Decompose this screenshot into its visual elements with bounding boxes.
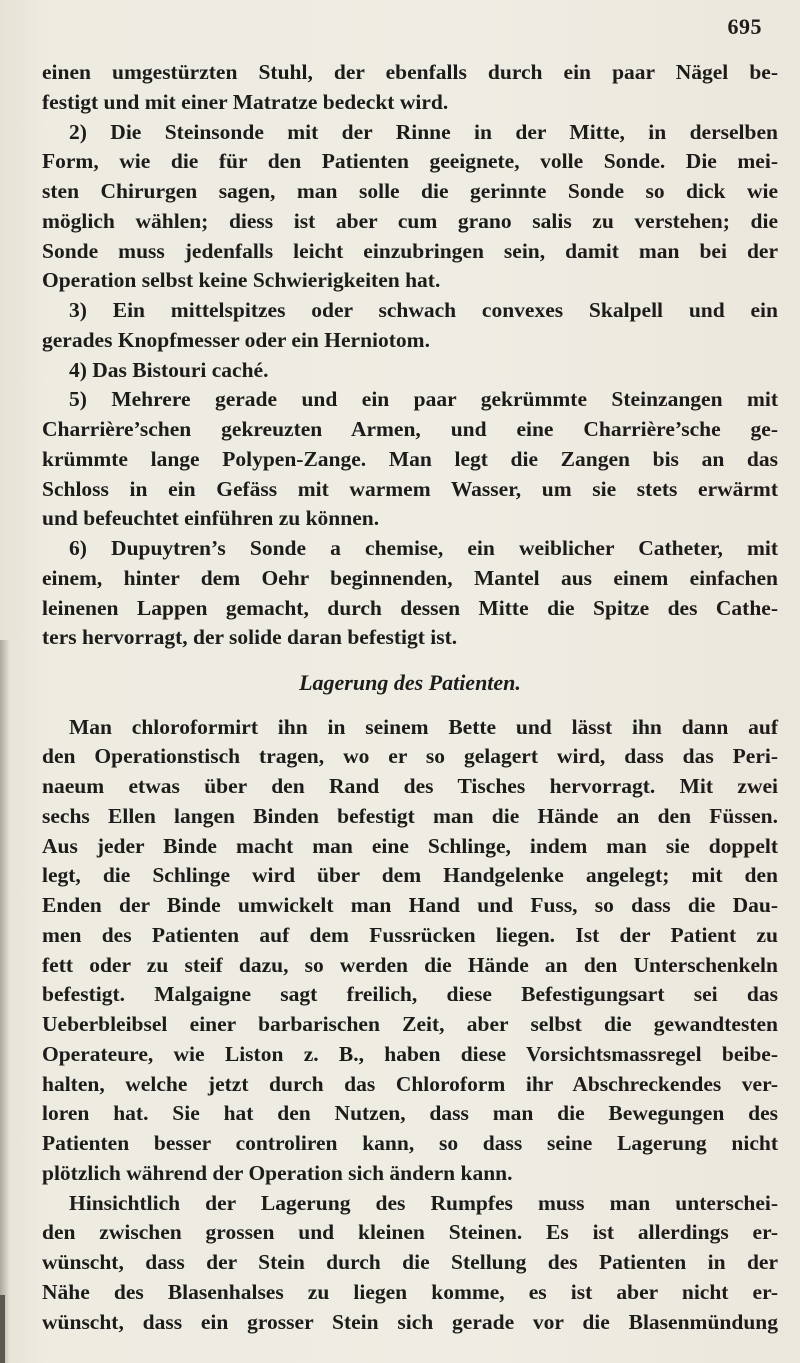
text-line: leinenen Lappen gemacht, durch dessen Mitte die Spitze des Cathe- — [42, 595, 778, 620]
text-line: den zwischen grossen und kleinen Steinen. Es ist allerdings er- — [42, 1220, 778, 1245]
text-line: einen umgestürzten Stuhl, der ebenfalls durch ein paar Nägel be- — [42, 60, 778, 84]
text-line: Form, wie die für den Patienten geeignete, volle Sonde. Die mei- — [42, 149, 778, 174]
text-line: Enden der Binde umwickelt man Hand und Fuss, so dass die Dau- — [42, 893, 778, 917]
page-edge-shadow — [0, 640, 10, 1363]
text-line: Nähe des Blasenhalses zu liegen komme, es ist aber nicht er- — [42, 1279, 778, 1304]
page-number: 695 — [727, 14, 762, 39]
text-line: Hinsichtlich der Lagerung des Rumpfes muss man unterschei- — [69, 1190, 778, 1215]
body-text — [42, 58, 778, 1337]
text-line: wünscht, dass ein grosser Stein sich gerade vor die Blasenmündung — [42, 1309, 778, 1334]
text-line: festigt und mit einer Matratze bedeckt wird. — [42, 89, 449, 114]
text-line: 2) Die Steinsonde mit der Rinne in der Mitte, in derselben — [69, 119, 778, 144]
text-line: Schloss in ein Gefäss mit warmem Wasser, um sie stets erwärmt — [42, 476, 778, 501]
text-line: Man chloroformirt ihn in seinem Bette und lässt ihn dann auf — [69, 714, 778, 739]
text-line: und befeuchtet einführen zu können. — [42, 506, 380, 531]
page-edge-dark — [0, 1295, 5, 1363]
text-line: loren hat. Sie hat den Nutzen, dass man die Bewegungen des — [42, 1101, 778, 1126]
text-line: fett oder zu steif dazu, so werden die Hände an den Unterschenkeln — [42, 952, 778, 977]
text-line: halten, welche jetzt durch das Chloroform ihr Abschreckendes ver- — [42, 1071, 778, 1096]
text-line: plötzlich während der Operation sich ändern kann. — [42, 1160, 513, 1185]
text-line: Ueberbleibsel einer barbarischen Zeit, aber selbst die gewandtesten — [42, 1012, 778, 1036]
text-line: möglich wählen; diess ist aber cum grano salis zu verstehen; die — [42, 208, 778, 233]
text-line: 4) Das Bistouri caché. — [69, 357, 269, 382]
text-line: men des Patienten auf dem Fussrücken liegen. Ist der Patient zu — [42, 922, 778, 947]
text-line: Charrière’schen gekreuzten Armen, und eine Charrière’sche ge- — [42, 417, 778, 441]
text-line: befestigt. Malgaigne sagt freilich, diese Befestigungsart sei das — [42, 982, 778, 1007]
text-line: sten Chirurgen sagen, man solle die gerinnte Sonde so dick wie — [42, 179, 778, 203]
section-heading: Lagerung des Patienten. — [299, 670, 521, 695]
text-line: Operation selbst keine Schwierigkeiten hat. — [42, 268, 441, 293]
text-line: ters hervorragt, der solide daran befestigt ist. — [42, 625, 458, 650]
text-line: 5) Mehrere gerade und ein paar gekrümmte Steinzangen mit — [69, 387, 778, 412]
text-line: 6) Dupuytren’s Sonde a chemise, ein weiblicher Catheter, mit — [69, 536, 778, 560]
text-line: 3) Ein mittelspitzes oder schwach convexes Skalpell und ein — [69, 298, 778, 322]
text-line: sechs Ellen langen Binden befestigt man die Hände an den Füssen. — [42, 803, 778, 828]
text-line: Patienten besser controliren kann, so dass seine Lagerung nicht — [42, 1131, 778, 1155]
text-line: gerades Knopfmesser oder ein Herniotom. — [42, 327, 430, 352]
text-line: Aus jeder Binde macht man eine Schlinge, indem man sie doppelt — [42, 833, 778, 858]
text-line: wünscht, dass der Stein durch die Stellung des Patienten in der — [42, 1250, 778, 1274]
text-line: den Operationstisch tragen, wo er so gelagert wird, dass das Peri- — [42, 744, 778, 769]
text-line: krümmte lange Polypen-Zange. Man legt die Zangen bis an das — [42, 446, 778, 471]
text-line: einem, hinter dem Oehr beginnenden, Mantel aus einem einfachen — [42, 565, 778, 590]
text-line: naeum etwas über den Rand des Tisches hervorragt. Mit zwei — [42, 774, 778, 798]
text-line: Sonde muss jedenfalls leicht einzubringen sein, damit man bei der — [42, 238, 778, 263]
text-line: legt, die Schlinge wird über dem Handgelenke angelegt; mit den — [42, 863, 778, 888]
text-line: Operateure, wie Liston z. B., haben diese Vorsichtsmassregel beibe- — [42, 1041, 778, 1066]
